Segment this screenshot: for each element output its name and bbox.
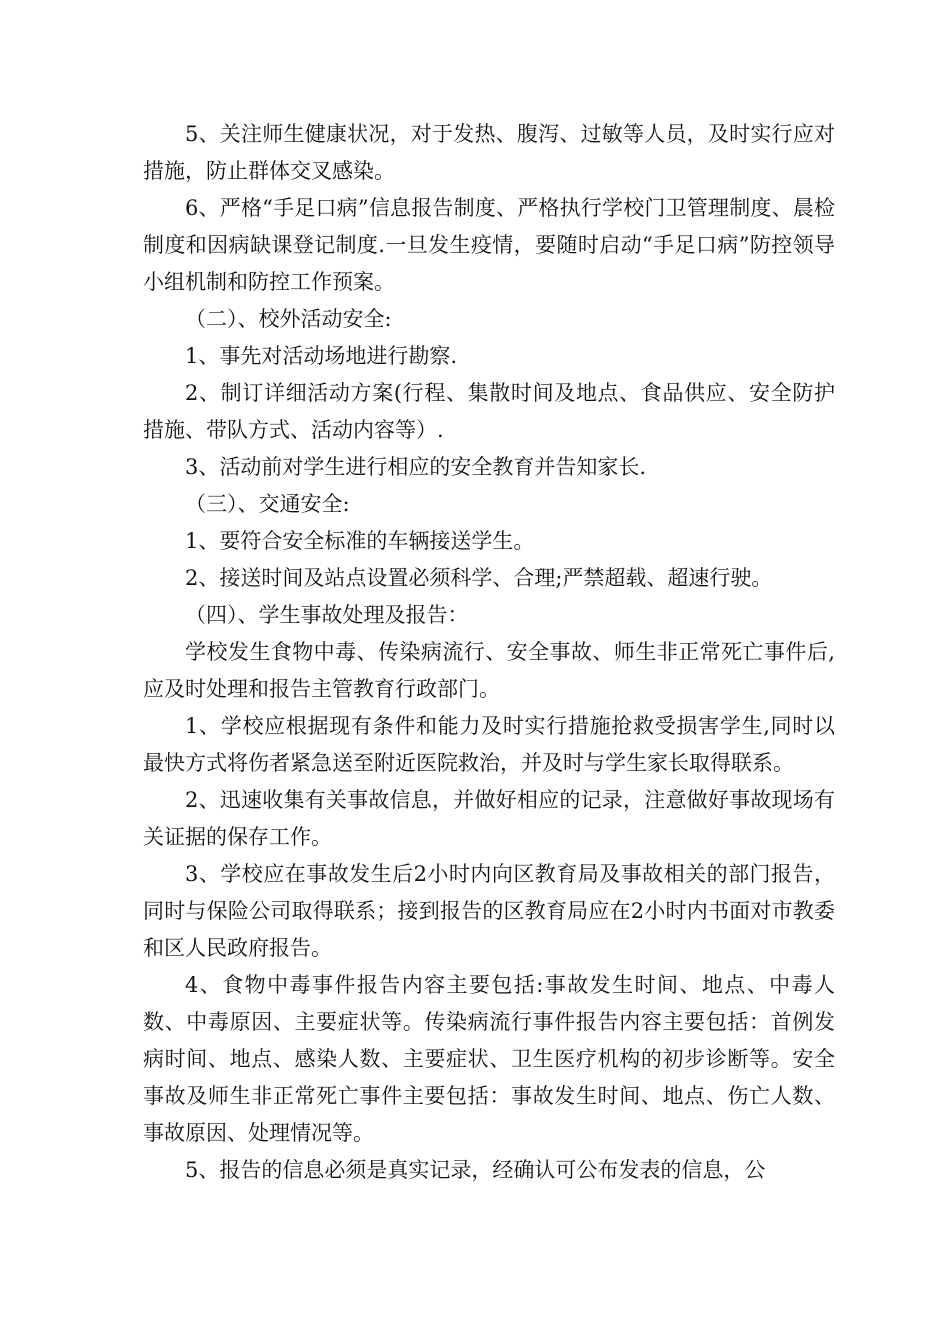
paragraph: 5、报告的信息必须是真实记录，经确认可公布发表的信息，公 xyxy=(185,1158,766,1182)
paragraph: 3、学校应在事故发生后2小时内向区教育局及事故相关的部门报告，同时与保险公司取得联系；接到报告的区教育局应在2小时内书面对市教委和区人民政府报告。 xyxy=(143,862,835,960)
paragraph: 2、迅速收集有关事故信息，并做好相应的记录，注意做好事故现场有关证据的保存工作。 xyxy=(143,788,835,849)
paragraph: 4、食物中毒事件报告内容主要包括:事故发生时间、地点、中毒人数、中毒原因、主要症状等。传染病流行事件报告内容主要包括：首例发病时间、地点、感染人数、主要症状、卫生医疗机构的初步诊断等。安全事故及师生非正常死亡事件主要包括：事故发生时间、地点、伤亡人数、事故原因、处理情况等。 xyxy=(143,973,835,1145)
section-heading: （三）、交通安全: xyxy=(185,492,350,516)
paragraph: 2、制订详细活动方案(行程、集散时间及地点、食品供应、安全防护措施、带队方式、活动内容等）. xyxy=(143,381,835,442)
paragraph: 学校发生食物中毒、传染病流行、安全事故、师生非正常死亡事件后,应及时处理和报告主管教育行政部门。 xyxy=(143,640,835,701)
section-heading: （四）、学生事故处理及报告： xyxy=(185,603,469,627)
paragraph: 5、关注师生健康状况，对于发热、腹泻、过敏等人员，及时实行应对措施，防止群体交叉感染。 xyxy=(143,122,835,183)
paragraph: 2、接送时间及站点设置必须科学、合理;严禁超载、超速行驶。 xyxy=(185,566,773,590)
paragraph: 6、严格“手足口病”信息报告制度、严格执行学校门卫管理制度、晨检制度和因病缺课登记制度.一旦发生疫情，要随时启动“手足口病”防控领导小组机制和防控工作预案。 xyxy=(143,196,835,294)
paragraph: 1、事先对活动场地进行勘察. xyxy=(185,344,458,368)
section-heading: （二）、校外活动安全: xyxy=(185,307,392,331)
document-body xyxy=(143,116,835,1189)
paragraph: 1、要符合安全标准的车辆接送学生。 xyxy=(185,529,535,553)
paragraph: 3、活动前对学生进行相应的安全教育并告知家长. xyxy=(185,455,647,479)
paragraph: 1、学校应根据现有条件和能力及时实行措施抢救受损害学生,同时以最快方式将伤者紧急送至附近医院救治，并及时与学生家长取得联系。 xyxy=(143,714,835,775)
